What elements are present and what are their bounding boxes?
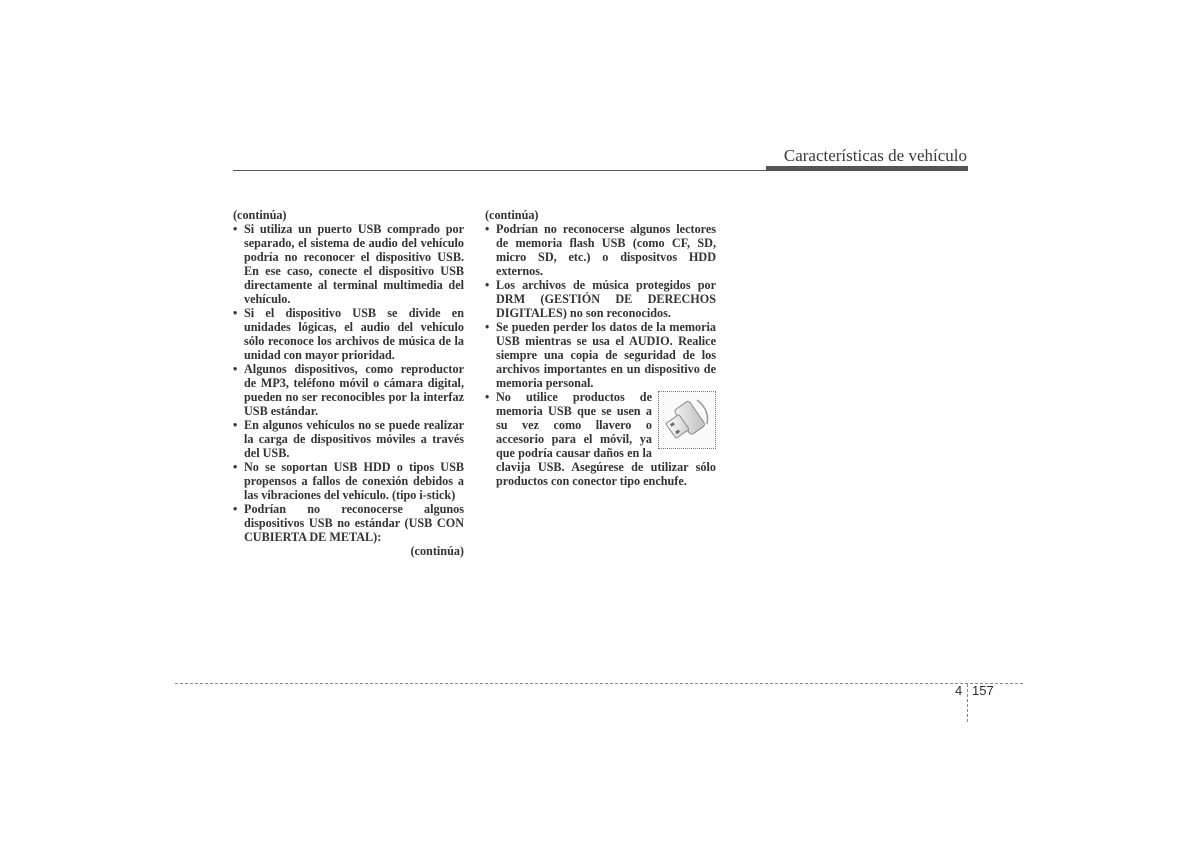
footer-rule [175,683,1023,684]
header-accent-bar [766,166,968,171]
continued-label-top: (continúa) [233,208,287,222]
chapter-number: 4 [955,683,963,698]
list-item: • Se pueden perder los datos de la memoria USB mientras se usa el AUDIO. Realice siempre una copia de seguridad de los archivos importantes en un dispositivo de memoria personal. [485,320,716,390]
right-column [485,208,716,488]
usb-stick-icon [658,391,716,449]
continued-label-bottom: (continúa) [410,544,464,558]
page-header-title: Características de vehículo [783,146,967,165]
list-item: • Si el dispositivo USB se divide en unidades lógicas, el audio del vehículo sólo reconoce los archivos de música de la unidad con mayor prioridad. [233,306,464,362]
list-item: • Algunos dispositivos, como reproductor de MP3, teléfono móvil o cámara digital, pueden no ser reconocibles por la interfaz USB estándar. [233,362,464,418]
list-item: • Podrían no reconocerse algunos dispositivos USB no estándar (USB CON CUBIERTA DE METAL): [233,502,464,544]
list-item: • Los archivos de música protegidos por DRM (GESTIÓN DE DERECHOS DIGITALES) no son reconocidos. [485,278,716,320]
list-item: • Si utiliza un puerto USB comprado por separado, el sistema de audio del vehículo podría no reconocer el dispositivo USB. En ese caso, conecte el dispositivo USB directamente al terminal multimedia del vehículo. [233,222,464,306]
list-item-usb-warning [485,390,716,488]
continued-label-top: (continúa) [485,208,539,222]
footer-divider [967,684,968,722]
list-item: • No se soportan USB HDD o tipos USB propensos a fallos de conexión debidos a las vibraciones del vehículo. (tipo i-stick) [233,460,464,502]
list-item: • En algunos vehículos no se puede realizar la carga de dispositivos móviles a través del USB. [233,418,464,460]
list-item: • Podrían no reconocerse algunos lectores de memoria flash USB (como CF, SD, micro SD, etc.) o dispositvos HDD externos. [485,222,716,278]
left-column [233,208,464,558]
page-number: 157 [972,683,994,698]
usb-warning-text: No utilice productos de memoria USB que se usen a su vez como llavero o accesorio para el móvil, ya que podría causar daños en la clavija USB. Asegúrese de utilizar sólo productos con conector tipo enchufe. [496,390,716,488]
right-bullet-list [485,222,716,488]
left-bullet-list [233,222,464,544]
